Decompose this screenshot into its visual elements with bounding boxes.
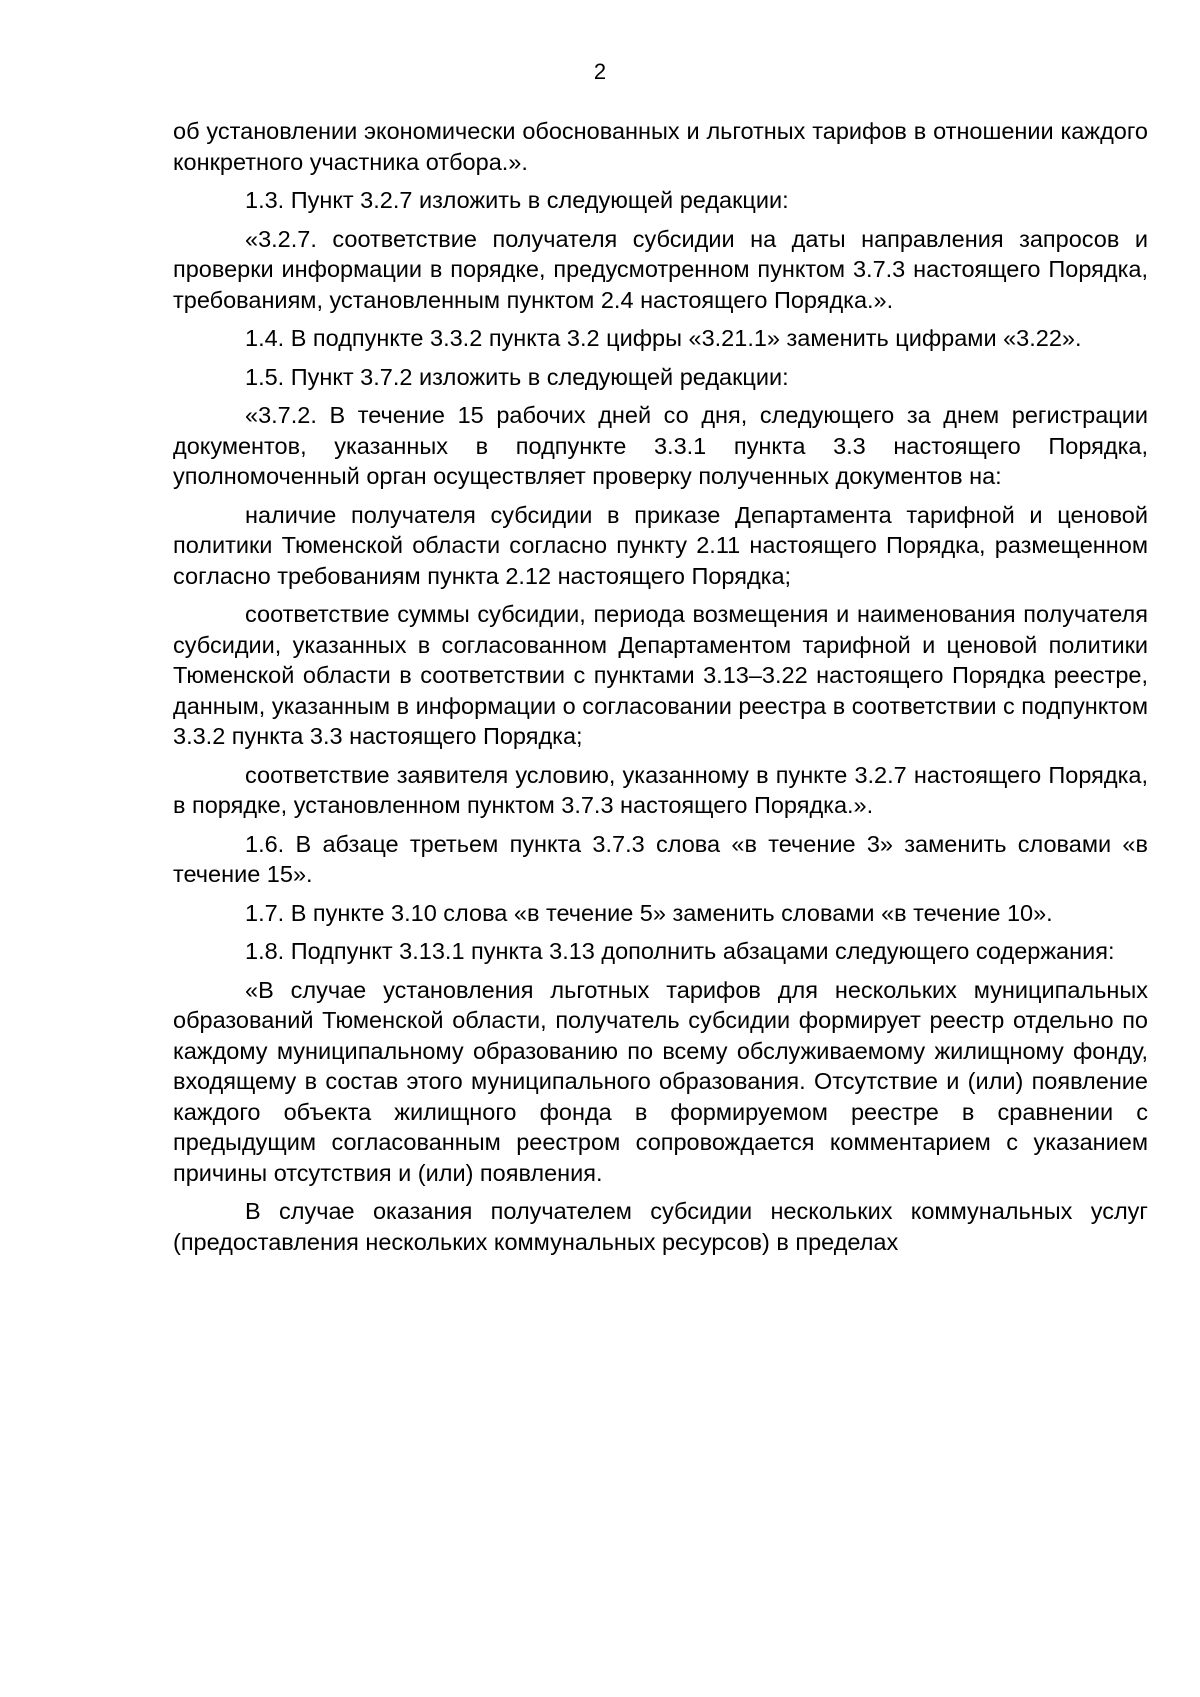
paragraph: «3.7.2. В течение 15 рабочих дней со дня, следующего за днем регистрации документов, указанных в подпункте 3.3.1 пункта 3.3 настоящего Порядка, уполномоченный орган осуществляет проверку полученных документов на: [173, 402, 1148, 489]
paragraph: об установлении экономически обоснованных и льготных тарифов в отношении каждого конкретного участника отбора.». [173, 118, 1148, 175]
paragraph: «3.2.7. соответствие получателя субсидии на даты направления запросов и проверки информации в порядке, предусмотренном пунктом 3.7.3 настоящего Порядка, требованиям, установленным пунктом 2.4 настоящего Порядка.». [173, 225, 1148, 313]
paragraph: «В случае установления льготных тарифов для нескольких муниципальных образований Тюменской области, получатель субсидии формирует реестр отдельно по каждому муниципальному образованию по всему обслуживаемому жилищному фонду, входящему в состав этого муниципального образования. Отсутствие и (или) появление каждого объекта жилищного фонда в формируемом реестре в сравнении с предыдущим согласованным реестром сопровождается комментарием с указанием причины отсутствия и (или) появления. [173, 976, 1148, 1186]
paragraph: В случае оказания получателем субсидии нескольких коммунальных услуг (предоставления нескольких коммунальных ресурсов) в пределах [173, 1198, 1148, 1255]
paragraph: соответствие суммы субсидии, периода возмещения и наименования получателя субсидии, указанных в согласованном Департаментом тарифной и ценовой политики Тюменской области в соответствии с пунктами 3.13–3.22 настоящего Порядка реестре, данным, указанным в информации о согласовании реестра в соответствии с подпунктом 3.3.2 пункта 3.3 настоящего Порядка; [173, 601, 1148, 749]
paragraph: 1.6. В абзаце третьем пункта 3.7.3 слова «в течение 3» заменить словами «в течение 15». [173, 830, 1148, 887]
paragraph: соответствие заявителя условию, указанному в пункте 3.2.7 настоящего Порядка, в порядке, установленном пунктом 3.7.3 настоящего Порядка.». [173, 761, 1148, 818]
document-body [173, 116, 1148, 1265]
paragraph: наличие получателя субсидии в приказе Департамента тарифной и ценовой политики Тюменской области согласно пункту 2.11 настоящего Порядка, размещенном согласно требованиям пункта 2.12 настоящего Порядка; [173, 501, 1148, 589]
paragraph: 1.3. Пункт 3.2.7 изложить в следующей редакции: [245, 187, 789, 213]
paragraph: 1.8. Подпункт 3.13.1 пункта 3.13 дополнить абзацами следующего содержания: [245, 938, 1115, 964]
page-number: 2 [593, 59, 607, 84]
paragraph: 1.7. В пункте 3.10 слова «в течение 5» заменить словами «в течение 10». [245, 899, 1053, 926]
paragraph: 1.5. Пункт 3.7.2 изложить в следующей редакции: [245, 363, 789, 390]
paragraph: 1.4. В подпункте 3.3.2 пункта 3.2 цифры «3.21.1» заменить цифрами «3.22». [245, 325, 1082, 351]
